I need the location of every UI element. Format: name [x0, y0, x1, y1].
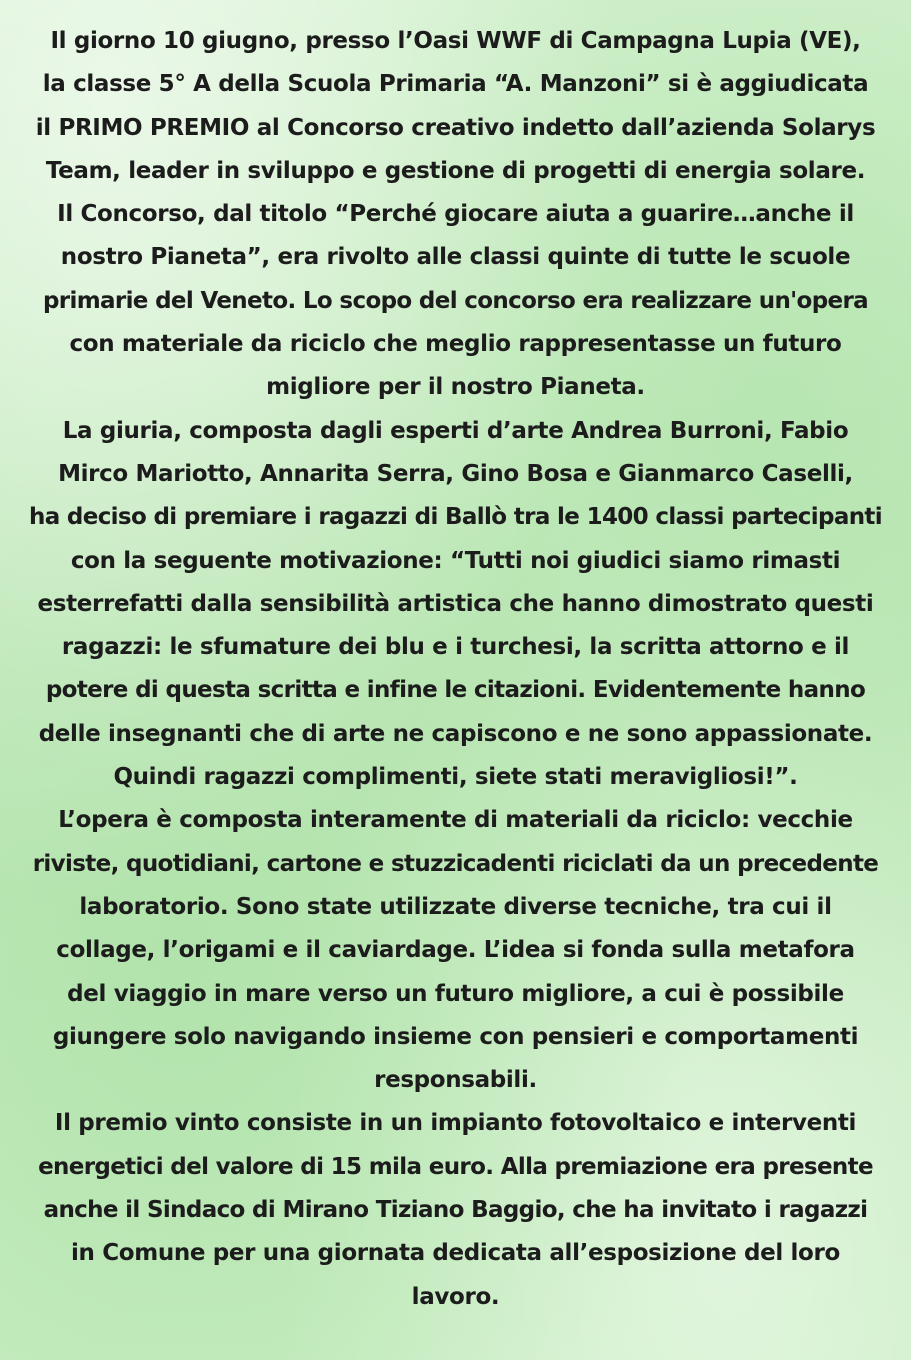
- article-line: ragazzi: le sfumature dei blu e i turchesi, la scritta attorno e il: [61, 634, 850, 661]
- article-line: primarie del Veneto. Lo scopo del concorso era realizzare un'opera: [42, 287, 869, 314]
- article-line: collage, l’origami e il caviardage. L’idea si fonda sulla metafora: [56, 937, 855, 964]
- article-line: potere di questa scritta e infine le citazioni. Evidentemente hanno: [45, 677, 866, 704]
- article-line: in Comune per una giornata dedicata all’esposizione del loro: [71, 1240, 840, 1267]
- article-line: il PRIMO PREMIO al Concorso creativo indetto dall’azienda Solarys: [35, 114, 876, 141]
- article-line: lavoro.: [411, 1283, 500, 1310]
- article-line: Il premio vinto consiste in un impianto fotovoltaico e interventi: [54, 1110, 857, 1137]
- article-line: Mirco Mariotto, Annarita Serra, Gino Bosa e Gianmarco Caselli,: [58, 460, 853, 487]
- article-line: riviste, quotidiani, cartone e stuzzicadenti riciclati da un precedente: [32, 850, 879, 877]
- article-line: laboratorio. Sono state utilizzate diverse tecniche, tra cui il: [79, 893, 832, 920]
- article-line: del viaggio in mare verso un futuro migliore, a cui è possibile: [67, 980, 844, 1007]
- article-line: migliore per il nostro Pianeta.: [266, 374, 645, 401]
- article-line: la classe 5° A della Scuola Primaria “A. Manzoni” si è aggiudicata: [42, 71, 869, 98]
- article-line: con la seguente motivazione: “Tutti noi giudici siamo rimasti: [70, 547, 841, 574]
- article-line: delle insegnanti che di arte ne capiscono e ne sono appassionate.: [38, 720, 873, 747]
- article-line: La giuria, composta dagli esperti d’arte Andrea Burroni, Fabio: [62, 417, 849, 444]
- article-line: responsabili.: [374, 1067, 537, 1094]
- article-line: con materiale da riciclo che meglio rappresentasse un futuro: [69, 331, 842, 358]
- article-line: nostro Pianeta”, era rivolto alle classi quinte di tutte le scuole: [60, 244, 851, 271]
- article-line: Team, leader in sviluppo e gestione di progetti di energia solare.: [45, 157, 866, 184]
- article-line: Il Concorso, dal titolo “Perché giocare aiuta a guarire…anche il: [57, 201, 854, 228]
- article-line: giungere solo navigando insieme con pensieri e comportamenti: [52, 1023, 859, 1050]
- article-line: L’opera è composta interamente di materiali da riciclo: vecchie: [58, 807, 853, 834]
- article-line: anche il Sindaco di Mirano Tiziano Baggio, che ha invitato i ragazzi: [43, 1197, 868, 1224]
- article-line: ha deciso di premiare i ragazzi di Ballò tra le 1400 classi partecipanti: [28, 504, 882, 531]
- article-line: Quindi ragazzi complimenti, siete stati meravigliosi!”.: [113, 764, 798, 791]
- article-line: energetici del valore di 15 mila euro. Alla premiazione era presente: [38, 1153, 873, 1180]
- article-line: Il giorno 10 giugno, presso l’Oasi WWF di Campagna Lupia (VE),: [50, 28, 861, 54]
- article-text: [8, 20, 903, 1319]
- article-line: esterrefatti dalla sensibilità artistica che hanno dimostrato questi: [37, 590, 874, 617]
